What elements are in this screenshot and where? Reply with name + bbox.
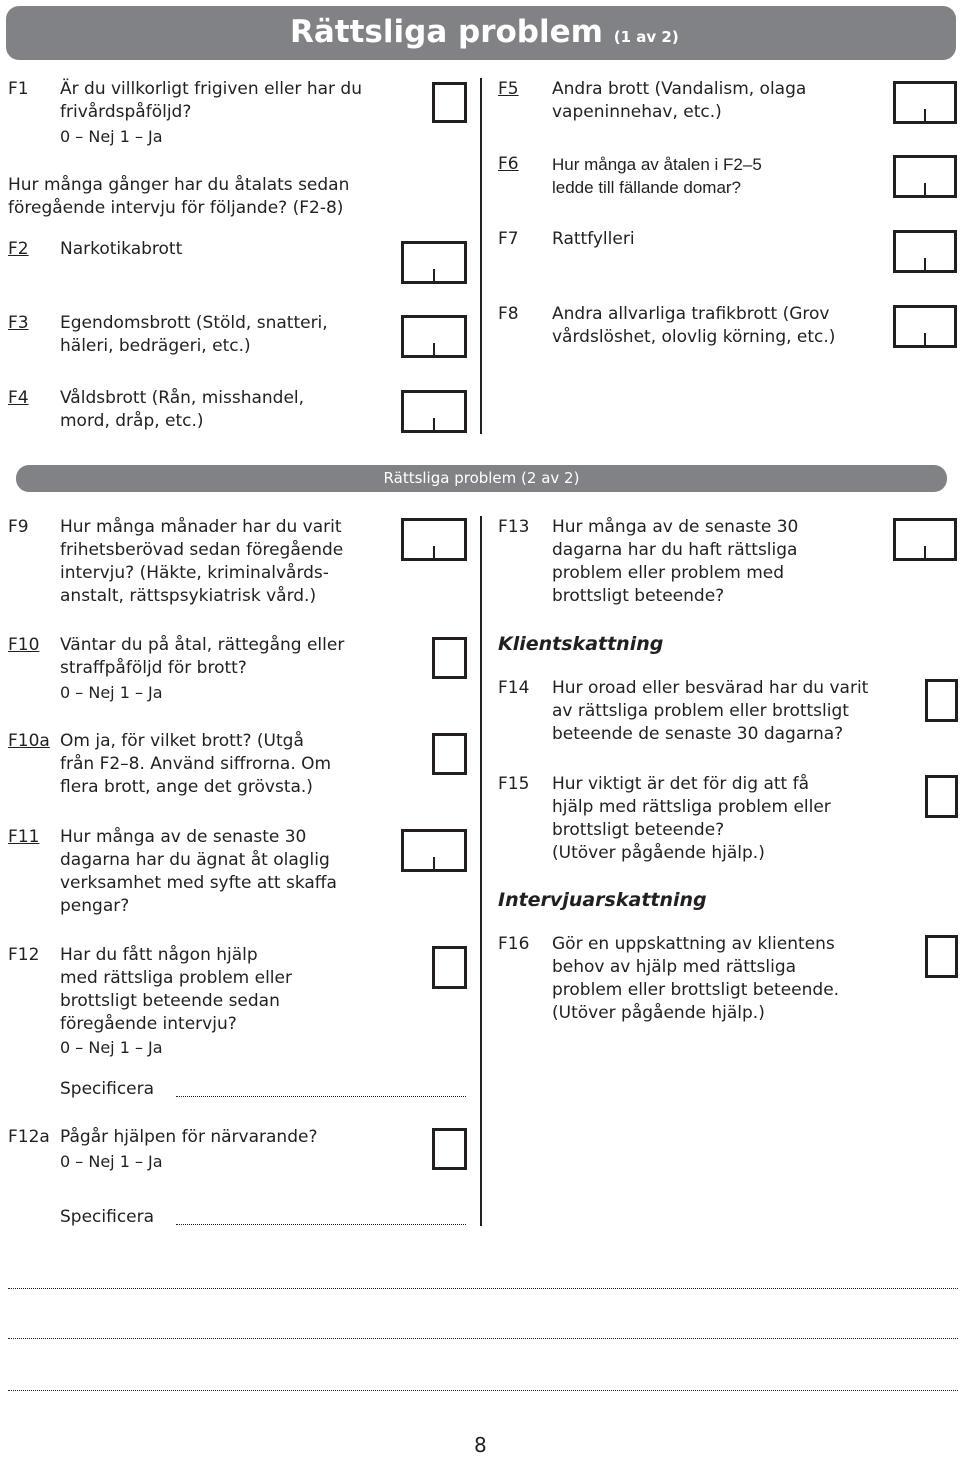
notes-line-2[interactable] — [8, 1338, 958, 1339]
digit-divider — [433, 546, 435, 558]
specify-label-f12: Specificera — [60, 1079, 155, 1099]
question-text-f15: Hur viktigt är det för dig att få hjälp med rättsliga problem eller brottsligt beteende? (Utöver pågående hjälp.) — [552, 774, 831, 863]
question-intro-f2-f8: Hur många gånger har du åtalats sedan föregående intervju för följande? (F2-8) — [8, 175, 350, 218]
column-divider-top — [480, 78, 482, 434]
section-title-client-rating: Klientskattning — [498, 633, 664, 655]
answer-box-f4[interactable] — [401, 390, 467, 433]
specify-label-f12a: Specificera — [60, 1207, 155, 1227]
answer-options-f12a: 0 – Nej 1 – Ja — [60, 1152, 163, 1171]
question-text-f10a: Om ja, för vilket brott? (Utgå från F2–8. Använd siffrorna. Om flera brott, ange det grövsta.) — [60, 731, 332, 797]
answer-options-f10: 0 – Nej 1 – Ja — [60, 683, 163, 702]
digit-divider — [924, 183, 926, 195]
answer-box-f1[interactable] — [432, 82, 467, 123]
answer-box-f7[interactable] — [893, 230, 957, 273]
page-title-part: (1 av 2) — [613, 28, 679, 46]
digit-divider — [924, 258, 926, 270]
question-text-f9: Hur många månader har du varit frihetsberövad sedan föregående intervju? (Häkte, kriminalvårds- anstalt, rättspsykiatrisk vård.) — [60, 517, 344, 606]
question-text-f12: Har du fått någon hjälp med rättsliga problem eller brottsligt beteende sedan föregående intervju? — [60, 945, 292, 1034]
question-text-f1: Är du villkorligt frigiven eller har du frivårdspåföljd? — [60, 79, 362, 122]
question-code-f13: F13 — [498, 517, 530, 537]
answer-box-f10[interactable] — [432, 637, 467, 679]
answer-box-f3[interactable] — [401, 315, 467, 358]
question-code-f6: F6 — [498, 154, 519, 174]
answer-box-f12[interactable] — [432, 946, 467, 989]
question-text-f11: Hur många av de senaste 30 dagarna har du ägnat åt olaglig verksamhet med syfte att skaffa pengar? — [60, 827, 337, 916]
question-text-f8: Andra allvarliga trafikbrott (Grov vårdslöshet, olovlig körning, etc.) — [552, 304, 836, 347]
question-text-f6: Hur många av åtalen i F2–5 ledde till fällande domar? — [552, 155, 762, 197]
question-code-f2: F2 — [8, 239, 29, 259]
column-divider-bottom — [480, 516, 482, 1226]
digit-divider — [433, 418, 435, 430]
answer-box-f10a[interactable] — [432, 733, 467, 775]
answer-box-f9[interactable] — [401, 518, 467, 561]
question-text-f14: Hur oroad eller besvärad har du varit av rättsliga problem eller brottsligt beteende de senaste 30 dagarna? — [552, 678, 869, 744]
answer-box-f11[interactable] — [401, 829, 467, 872]
digit-divider — [433, 343, 435, 355]
answer-options-f1: 0 – Nej 1 – Ja — [60, 127, 163, 146]
question-code-f15: F15 — [498, 774, 530, 794]
notes-line-1[interactable] — [8, 1288, 958, 1289]
question-text-f13: Hur många av de senaste 30 dagarna har du haft rättsliga problem eller problem med brottsligt beteende? — [552, 517, 799, 606]
question-text-f16: Gör en uppskattning av klientens behov av hjälp med rättsliga problem eller brottsligt beteende. (Utöver pågående hjälp.) — [552, 934, 840, 1023]
question-text-f5: Andra brott (Vandalism, olaga vapeninnehav, etc.) — [552, 79, 807, 122]
question-code-f5: F5 — [498, 79, 519, 99]
digit-divider — [433, 269, 435, 281]
question-code-f16: F16 — [498, 934, 530, 954]
digit-divider — [924, 333, 926, 345]
question-code-f10: F10 — [8, 635, 40, 655]
question-code-f14: F14 — [498, 678, 530, 698]
answer-options-f12: 0 – Nej 1 – Ja — [60, 1038, 163, 1057]
page-title — [290, 14, 679, 50]
question-text-f3: Egendomsbrott (Stöld, snatteri, häleri, bedrägeri, etc.) — [60, 313, 328, 356]
digit-divider — [433, 857, 435, 869]
question-code-f8: F8 — [498, 304, 519, 324]
question-text-f4: Våldsbrott (Rån, misshandel, mord, dråp, etc.) — [60, 388, 305, 431]
question-text-f2: Narkotikabrott — [60, 239, 183, 259]
question-code-f4: F4 — [8, 388, 29, 408]
question-code-f12: F12 — [8, 945, 40, 965]
answer-box-f14[interactable] — [925, 679, 958, 722]
notes-line-3[interactable] — [8, 1390, 958, 1391]
section-title-interviewer-rating: Intervjuarskattning — [498, 889, 707, 911]
question-text-f7: Rattfylleri — [552, 229, 635, 249]
answer-box-f8[interactable] — [893, 305, 957, 348]
question-code-f3: F3 — [8, 313, 29, 333]
digit-divider — [924, 109, 926, 121]
answer-box-f12a[interactable] — [432, 1128, 467, 1170]
answer-box-f2[interactable] — [401, 241, 467, 284]
section-header-title: Rättsliga problem (2 av 2) — [383, 469, 580, 487]
question-text-f10: Väntar du på åtal, rättegång eller straffpåföljd för brott? — [60, 635, 345, 678]
answer-box-f6[interactable] — [893, 155, 957, 198]
page-number: 8 — [474, 1433, 487, 1457]
answer-box-f13[interactable] — [893, 518, 957, 561]
question-code-f11: F11 — [8, 827, 40, 847]
answer-box-f16[interactable] — [925, 935, 958, 978]
question-code-f9: F9 — [8, 517, 29, 537]
specify-line-f12a[interactable] — [176, 1224, 466, 1225]
question-code-f12a: F12a — [8, 1127, 50, 1147]
specify-line-f12[interactable] — [176, 1096, 466, 1097]
question-text-f12a: Pågår hjälpen för närvarande? — [60, 1127, 318, 1147]
digit-divider — [924, 546, 926, 558]
question-code-f7: F7 — [498, 229, 519, 249]
page-title-text: Rättsliga problem — [290, 14, 603, 50]
answer-box-f15[interactable] — [925, 775, 958, 818]
answer-box-f5[interactable] — [893, 81, 957, 124]
question-code-f10a: F10a — [8, 731, 50, 751]
question-code-f1: F1 — [8, 79, 29, 99]
